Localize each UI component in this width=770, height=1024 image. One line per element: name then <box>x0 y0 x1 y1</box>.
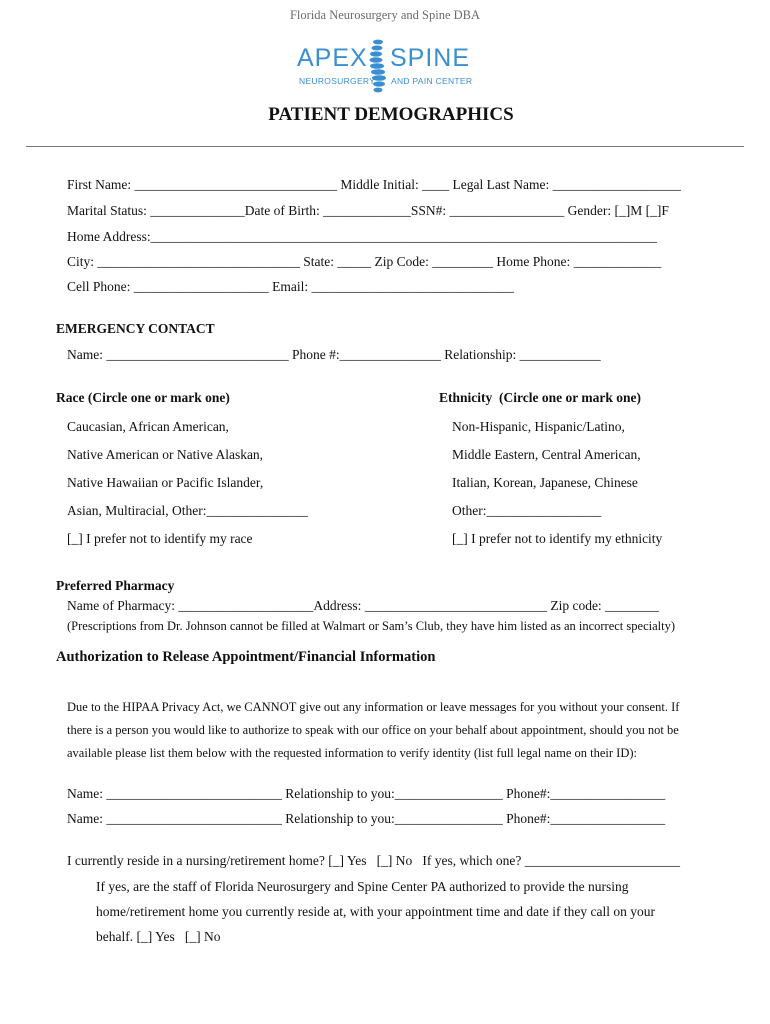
page-title: PATIENT DEMOGRAPHICS <box>268 104 514 125</box>
ethnicity-heading: Ethnicity (Circle one or mark one) <box>439 390 641 405</box>
nursing-staff-line: home/retirement home you currently reside at, with your appointment time and date if they call on your <box>96 904 655 919</box>
logo-subtitle-left: NEUROSURGERY <box>299 76 376 86</box>
nursing-staff-line: If yes, are the staff of Florida Neurosurgery and Spine Center PA authorized to provide the nursing <box>96 879 629 894</box>
ethnicity-option: Non-Hispanic, Hispanic/Latino, <box>452 419 625 434</box>
pharmacy-row: Name of Pharmacy: ____________________Address: ___________________________ Zip code: ________ <box>67 598 660 613</box>
ethnicity-option: Middle Eastern, Central American, <box>452 447 641 462</box>
header-divider <box>26 146 744 147</box>
logo-word-left: APEX <box>297 44 368 72</box>
authorized-contact-row: Name: __________________________ Relationship to you:________________ Phone#:_________________ <box>67 786 666 801</box>
name-row: First Name: ______________________________ Middle Initial: ____ Legal Last Name: ___________________ <box>67 177 681 192</box>
logo-word-right: SPINE <box>390 44 471 72</box>
hipaa-paragraph-line: Due to the HIPAA Privacy Act, we CANNOT give out any information or leave messages for you without your consent. If <box>67 700 680 714</box>
home-address-row: Home Address:___________________________________________________________________________ <box>67 229 657 244</box>
practice-name: Florida Neurosurgery and Spine DBA <box>289 8 481 22</box>
race-opt-out: [_] I prefer not to identify my race <box>67 531 253 546</box>
pharmacy-note: (Prescriptions from Dr. Johnson cannot be filled at Walmart or Sam’s Club, they have him listed as an incorrect specialty) <box>67 619 675 633</box>
spine-icon <box>367 38 389 96</box>
marital-dob-row: Marital Status: ______________Date of Birth: _____________SSN#: _________________ Gender: [_]M [_]F <box>67 203 669 218</box>
authorization-heading: Authorization to Release Appointment/Financial Information <box>56 649 436 665</box>
hipaa-paragraph-line: there is a person you would like to authorize to speak with our office on your behalf about appointment, should you not be <box>67 723 679 737</box>
race-option: Asian, Multiracial, Other:_______________ <box>67 503 308 518</box>
authorized-contact-row: Name: __________________________ Relationship to you:________________ Phone#:_________________ <box>67 811 666 826</box>
emergency-row: Name: ___________________________ Phone #:_______________ Relationship: ____________ <box>67 347 601 362</box>
pharmacy-heading: Preferred Pharmacy <box>56 578 175 593</box>
logo-subtitle-right: AND PAIN CENTER <box>391 76 473 86</box>
city-state-row: City: ______________________________ State: _____ Zip Code: _________ Home Phone: _____________ <box>67 254 662 269</box>
ethnicity-option: Other:_________________ <box>452 503 602 518</box>
apex-spine-logo <box>295 38 485 94</box>
race-heading: Race (Circle one or mark one) <box>56 390 230 405</box>
race-option: Native Hawaiian or Pacific Islander, <box>67 475 264 490</box>
hipaa-paragraph-line: available please list them below with the requested information to verify identity (list full legal name on their ID): <box>67 746 637 760</box>
race-option: Caucasian, African American, <box>67 419 229 434</box>
ethnicity-option: Italian, Korean, Japanese, Chinese <box>452 475 638 490</box>
nursing-home-question: I currently reside in a nursing/retirement home? [_] Yes [_] No If yes, which one? _______________________ <box>67 853 680 868</box>
cell-email-row: Cell Phone: ____________________ Email: ______________________________ <box>67 279 514 294</box>
ethnicity-opt-out: [_] I prefer not to identify my ethnicity <box>452 531 663 546</box>
race-option: Native American or Native Alaskan, <box>67 447 264 462</box>
nursing-staff-line: behalf. [_] Yes [_] No <box>96 929 221 944</box>
emergency-heading: EMERGENCY CONTACT <box>56 321 215 336</box>
